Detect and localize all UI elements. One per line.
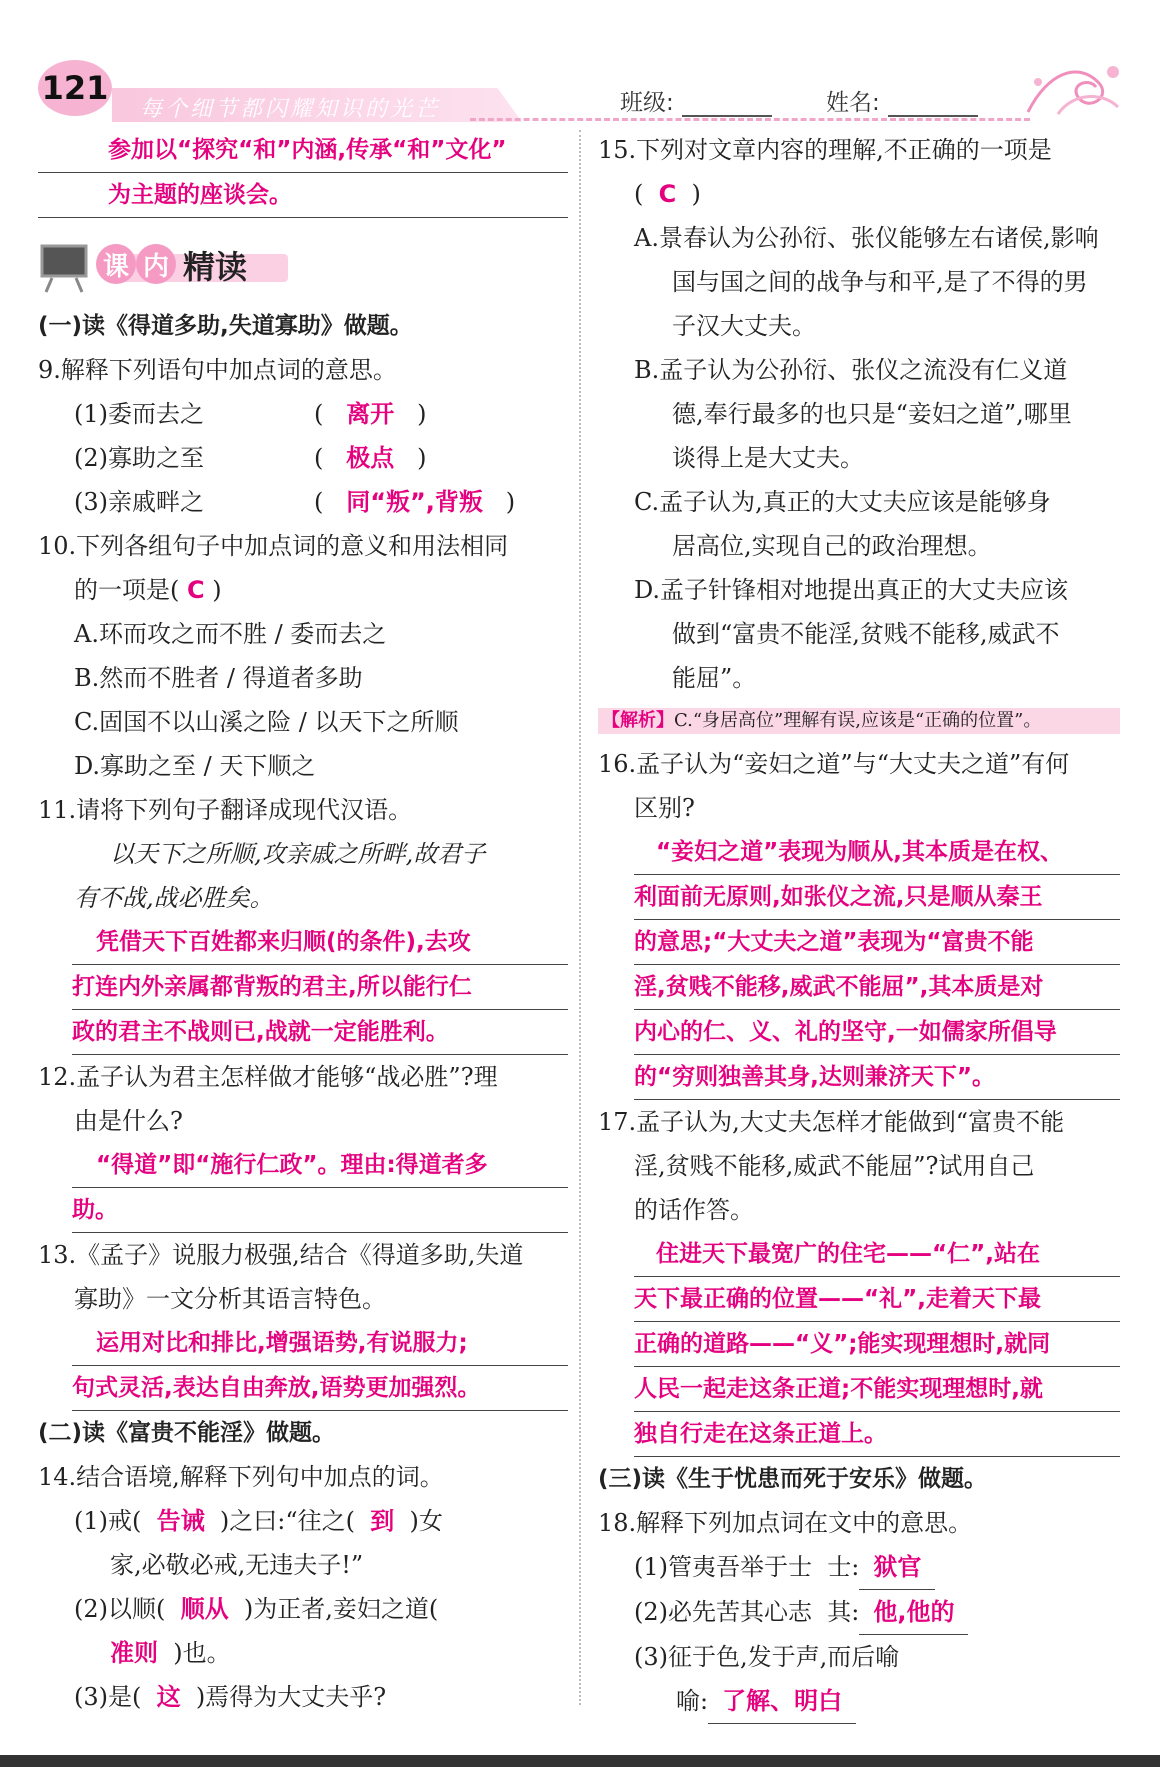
q10-option-b: B.然而不胜者 / 得道者多助: [74, 664, 363, 692]
q16-stem-2: 区别?: [634, 794, 695, 822]
q9-item-3: (3)亲戚畔之 ( 同“叛”,背叛 ): [38, 480, 568, 524]
q9-item-2: (2)寡助之至 ( 极点 ): [38, 436, 568, 480]
q15-option-b-line-2: 德,奉行最多的也只是“妾妇之道”,哪里: [672, 400, 1072, 428]
q12-answer-line-2: 助。: [72, 1188, 568, 1233]
q9-item-1-question: (1)委而去之: [74, 400, 204, 428]
q13-stem-1: 13.《孟子》说服力极强,结合《得道多助,失道: [38, 1241, 524, 1269]
q18-item-2: (2)必先苦其心志 其: 他,他的: [598, 1590, 1120, 1635]
q14-answer-4: 准则: [110, 1639, 158, 1667]
bottom-edge-bar: [0, 1755, 1160, 1767]
intro-line-1: 参加以“探究“和”内涵,传承“和”文化”: [38, 128, 568, 173]
q11-answer-line-2: 打连内外亲属都背叛的君主,所以能行仁: [72, 965, 568, 1010]
q15-answer: C: [658, 180, 677, 208]
q11-answer-line-3: 政的君主不战则已,战就一定能胜利。: [72, 1010, 568, 1055]
part2-heading: (二)读《富贵不能淫》做题。: [38, 1420, 336, 1446]
q17-answer-line-1: 住进天下最宽广的住宅——“仁”,站在: [634, 1232, 1120, 1277]
q14-answer-5: 这: [156, 1683, 181, 1711]
q9-item-3-question: (3)亲戚畔之: [74, 488, 204, 516]
q13-stem-2: 寡助》一文分析其语言特色。: [74, 1285, 386, 1313]
q15-option-a-line-3: 子汉大丈夫。: [672, 312, 816, 340]
q18-answer-3: 了解、明白: [708, 1679, 856, 1724]
q18-item-3: (3)征于色,发于声,而后喻: [634, 1643, 900, 1671]
q16-stem-1: 16.孟子认为“妾妇之道”与“大丈夫之道”有何: [598, 750, 1070, 778]
intro-line-2: 为主题的座谈会。: [38, 173, 568, 218]
q18-item-1: (1)管夷吾举于士 士: 狱官: [598, 1545, 1120, 1590]
q15-option-c-line-1: C.孟子认为,真正的大丈夫应该是能够身: [634, 488, 1051, 516]
q14-stem: 14.结合语境,解释下列句中加点的词。: [38, 1463, 444, 1491]
blackboard-icon: [38, 242, 90, 294]
left-column: [38, 128, 568, 1719]
q15-stem: 15.下列对文章内容的理解,不正确的一项是: [598, 136, 1052, 164]
q18-answer-1: 狱官: [859, 1545, 935, 1590]
q16-answer-line-5: 内心的仁、义、礼的坚守,一如儒家所倡导: [634, 1010, 1120, 1055]
q15-option-a-line-1: A.景春认为公孙衍、张仪能够左右诸侯,影响: [634, 224, 1099, 252]
name-blank[interactable]: [888, 93, 978, 117]
q15-option-b-line-3: 谈得上是大丈夫。: [672, 444, 864, 472]
page-header: [0, 0, 1160, 130]
q17-answer-line-3: 正确的道路——“义”;能实现理想时,就同: [634, 1322, 1120, 1367]
q17-stem-2: 淫,贫贱不能移,威武不能屈”?试用自己: [634, 1152, 1035, 1180]
section-title: 精读: [183, 248, 248, 286]
q17-stem-3: 的话作答。: [634, 1196, 754, 1224]
q13-answer-line-2: 句式灵活,表达自由奔放,语势更加强烈。: [72, 1366, 568, 1411]
flourish-ornament-icon: [1018, 52, 1128, 122]
q15-option-b-line-1: B.孟子认为公孙衍、张仪之流没有仁义道: [634, 356, 1068, 384]
right-column: [598, 128, 1120, 1724]
q14-line-2: 家,必敬必戒,无违夫子!”: [110, 1551, 364, 1579]
q12-answer: [72, 1143, 568, 1233]
q11-quote-2: 有不战,战必胜矣。: [74, 884, 274, 912]
class-blank[interactable]: [682, 93, 772, 117]
q17-stem-1: 17.孟子认为,大丈夫怎样才能做到“富贵不能: [598, 1108, 1065, 1136]
q12-stem-2: 由是什么?: [74, 1107, 183, 1135]
q15-analysis: [598, 708, 1120, 734]
q15-option-d-line-2: 做到“富贵不能淫,贫贱不能移,威武不: [672, 620, 1060, 648]
name-field: [826, 84, 978, 117]
q14-answer-3: 顺从: [180, 1595, 229, 1623]
q11-quote-1: 以天下之所顺,攻亲戚之所畔,故君子: [110, 840, 486, 868]
q15-answer-line: ( C ): [634, 180, 701, 208]
class-field: [620, 84, 772, 117]
column-divider: [579, 130, 581, 1705]
q14-answer-2: 到: [370, 1507, 395, 1535]
q12-answer-line-1: “得道”即“施行仁政”。理由:得道者多: [72, 1143, 568, 1188]
q15-option-a-line-2: 国与国之间的战争与和平,是了不得的男: [672, 268, 1088, 296]
q17-answer-line-5: 独自行走在这条正道上。: [634, 1412, 1120, 1457]
section-bubble-2: 内: [136, 244, 176, 284]
header-dashed-line: [470, 118, 1030, 121]
q18-stem: 18.解释下列加点词在文中的意思。: [598, 1509, 973, 1537]
section-heading: [38, 228, 568, 298]
q16-answer-line-6: 的“穷则独善其身,达则兼济天下”。: [634, 1055, 1120, 1100]
q16-answer-line-1: “妾妇之道”表现为顺从,其本质是在权、: [634, 830, 1120, 875]
class-label: 班级:: [620, 90, 674, 116]
q11-answer: [72, 920, 568, 1055]
q10-option-a: A.环而攻之而不胜 / 委而去之: [74, 620, 387, 648]
q15-option-c-line-2: 居高位,实现自己的政治理想。: [672, 532, 992, 560]
q18-item-3-answer-line: 喻: 了解、明白: [598, 1679, 1120, 1724]
q9-item-3-answer: 同“叛”,背叛: [346, 488, 483, 516]
q13-answer-line-1: 运用对比和排比,增强语势,有说服力;: [72, 1321, 568, 1366]
q14-line-4: 准则 )也。: [110, 1639, 231, 1667]
q9-item-2-question: (2)寡助之至: [74, 444, 204, 472]
q14-line-3: (2)以顺( 顺从 )为正者,妾妇之道(: [74, 1595, 439, 1623]
q16-answer-line-4: 淫,贫贱不能移,威武不能屈”,其本质是对: [634, 965, 1120, 1010]
q16-answer: [634, 830, 1120, 1100]
q11-answer-line-1: 凭借天下百姓都来归顺(的条件),去攻: [72, 920, 568, 965]
part1-heading: (一)读《得道多助,失道寡助》做题。: [38, 313, 413, 339]
q17-answer-line-4: 人民一起走这条正道;不能实现理想时,就: [634, 1367, 1120, 1412]
q9-item-2-answer: 极点: [346, 444, 395, 472]
name-label: 姓名:: [826, 90, 880, 116]
q9-item-1: (1)委而去之 ( 离开 ): [38, 392, 568, 436]
q17-answer-line-2: 天下最正确的位置——“礼”,走着天下最: [634, 1277, 1120, 1322]
analysis-tag: 【解析】: [602, 710, 674, 731]
q15-option-d-line-3: 能屈”。: [672, 664, 757, 692]
q18-answer-2: 他,他的: [859, 1590, 968, 1635]
analysis-text: C.“身居高位”理解有误,应该是“正确的位置”。: [674, 710, 1042, 731]
q9-item-1-answer: 离开: [346, 400, 395, 428]
q10-option-c: C.固国不以山溪之险 / 以天下之所顺: [74, 708, 459, 736]
q14-line-5: (3)是( 这 )焉得为大丈夫乎?: [74, 1683, 387, 1711]
q13-answer: [72, 1321, 568, 1411]
q10-answer: C: [187, 576, 205, 604]
section-bubble-1: 课: [96, 244, 136, 284]
slogan-text: 每个细节都闪耀知识的光芒: [140, 97, 441, 122]
q9-stem: 9.解释下列语句中加点词的意思。: [38, 356, 397, 384]
q10-stem-1: 10.下列各组句子中加点词的意义和用法相同: [38, 532, 509, 560]
q10-stem-2: 的一项是( C ): [74, 576, 222, 604]
q14-line-1: (1)戒( 告诫 )之曰:“往之( 到 )女: [74, 1507, 443, 1535]
q16-answer-line-2: 利面前无原则,如张仪之流,只是顺从秦王: [634, 875, 1120, 920]
part3-heading: (三)读《生于忧患而死于安乐》做题。: [598, 1466, 988, 1492]
q12-stem-1: 12.孟子认为君主怎样做才能够“战必胜”?理: [38, 1063, 498, 1091]
q11-stem: 11.请将下列句子翻译成现代汉语。: [38, 796, 413, 824]
page-number: 121: [38, 60, 112, 116]
q10-option-d: D.寡助之至 / 天下顺之: [74, 752, 316, 780]
q14-answer-1: 告诫: [156, 1507, 205, 1535]
q16-answer-line-3: 的意思;“大丈夫之道”表现为“富贵不能: [634, 920, 1120, 965]
q17-answer: [634, 1232, 1120, 1457]
q15-option-d-line-1: D.孟子针锋相对地提出真正的大丈夫应该: [634, 576, 1069, 604]
